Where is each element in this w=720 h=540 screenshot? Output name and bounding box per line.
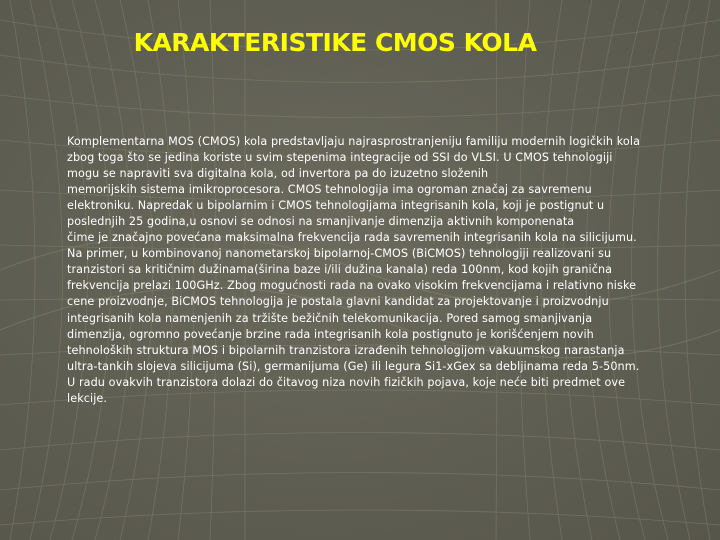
body-paragraph [67,134,667,407]
body-line: cene proizvodnje, BiCMOS tehnologija je postala glavni kandidat za projektovanje i proizvodnju [67,295,609,309]
body-line: zbog toga što se jedina koriste u svim stepenima integracije od SSI do VLSI. U CMOS tehnologiji [67,151,613,165]
body-line: dimenzija, ogromno povećanje brzine rada integrisanih kola postignuto je korišćenjem novih [67,327,594,341]
body-line: čime je značajno povećana maksimalna frekvencija rada savremenih integrisanih kola na silicijumu. [67,231,637,245]
body-line: elektroniku. Napredak u bipolarnim i CMOS tehnologijama integrisanih kola, koji je postignut u [67,199,605,213]
body-line: mogu se napraviti sva digitalna kola, od invertora pa do izuzetno složenih [67,167,489,181]
body-line: memorijskih sistema imikroprocesora. CMOS tehnologija ima ogroman značaj za savremenu [67,183,592,197]
body-line: integrisanih kola namenjenih za tržište bežičnih telekomunikacija. Pored samog smanjivanja [67,311,593,325]
body-line: lekcije. [67,391,108,405]
body-line: poslednjih 25 godina,u osnovi se odnosi na smanjivanje dimenzija aktivnih komponenata [67,215,575,229]
body-line: ultra-tankih slojeva silicijuma (Si), germanijuma (Ge) ili legura Si1-xGex sa debljinama reda 5-50nm. [67,359,640,373]
body-line: Na primer, u kombinovanoj nanometarskoj bipolarnoj-CMOS (BiCMOS) tehnologiji realizovani su [67,247,612,261]
slide-title: KARAKTERISTIKE CMOS KOLA [133,28,537,57]
body-line: frekvencija prelazi 100GHz. Zbog mogućnosti rada na ovako visokim frekvencijama i relativno niske [67,279,637,293]
body-line: tehnoloških struktura MOS i bipolarnih tranzistora izrađenih tehnologijom vakuumskog narastanja [67,343,625,357]
body-line: U radu ovakvih tranzistora dolazi do čitavog niza novih fizičkih pojava, koje neće biti predmet ove [67,375,626,389]
body-line: Komplementarna MOS (CMOS) kola predstavljaju najrasprostranjeniju familiju modernih logičkih kola [67,135,641,148]
body-line: tranzistori sa kritičnim dužinama(širina baze i/ili dužina kanala) reda 100nm, kod kojih granična [67,263,613,277]
